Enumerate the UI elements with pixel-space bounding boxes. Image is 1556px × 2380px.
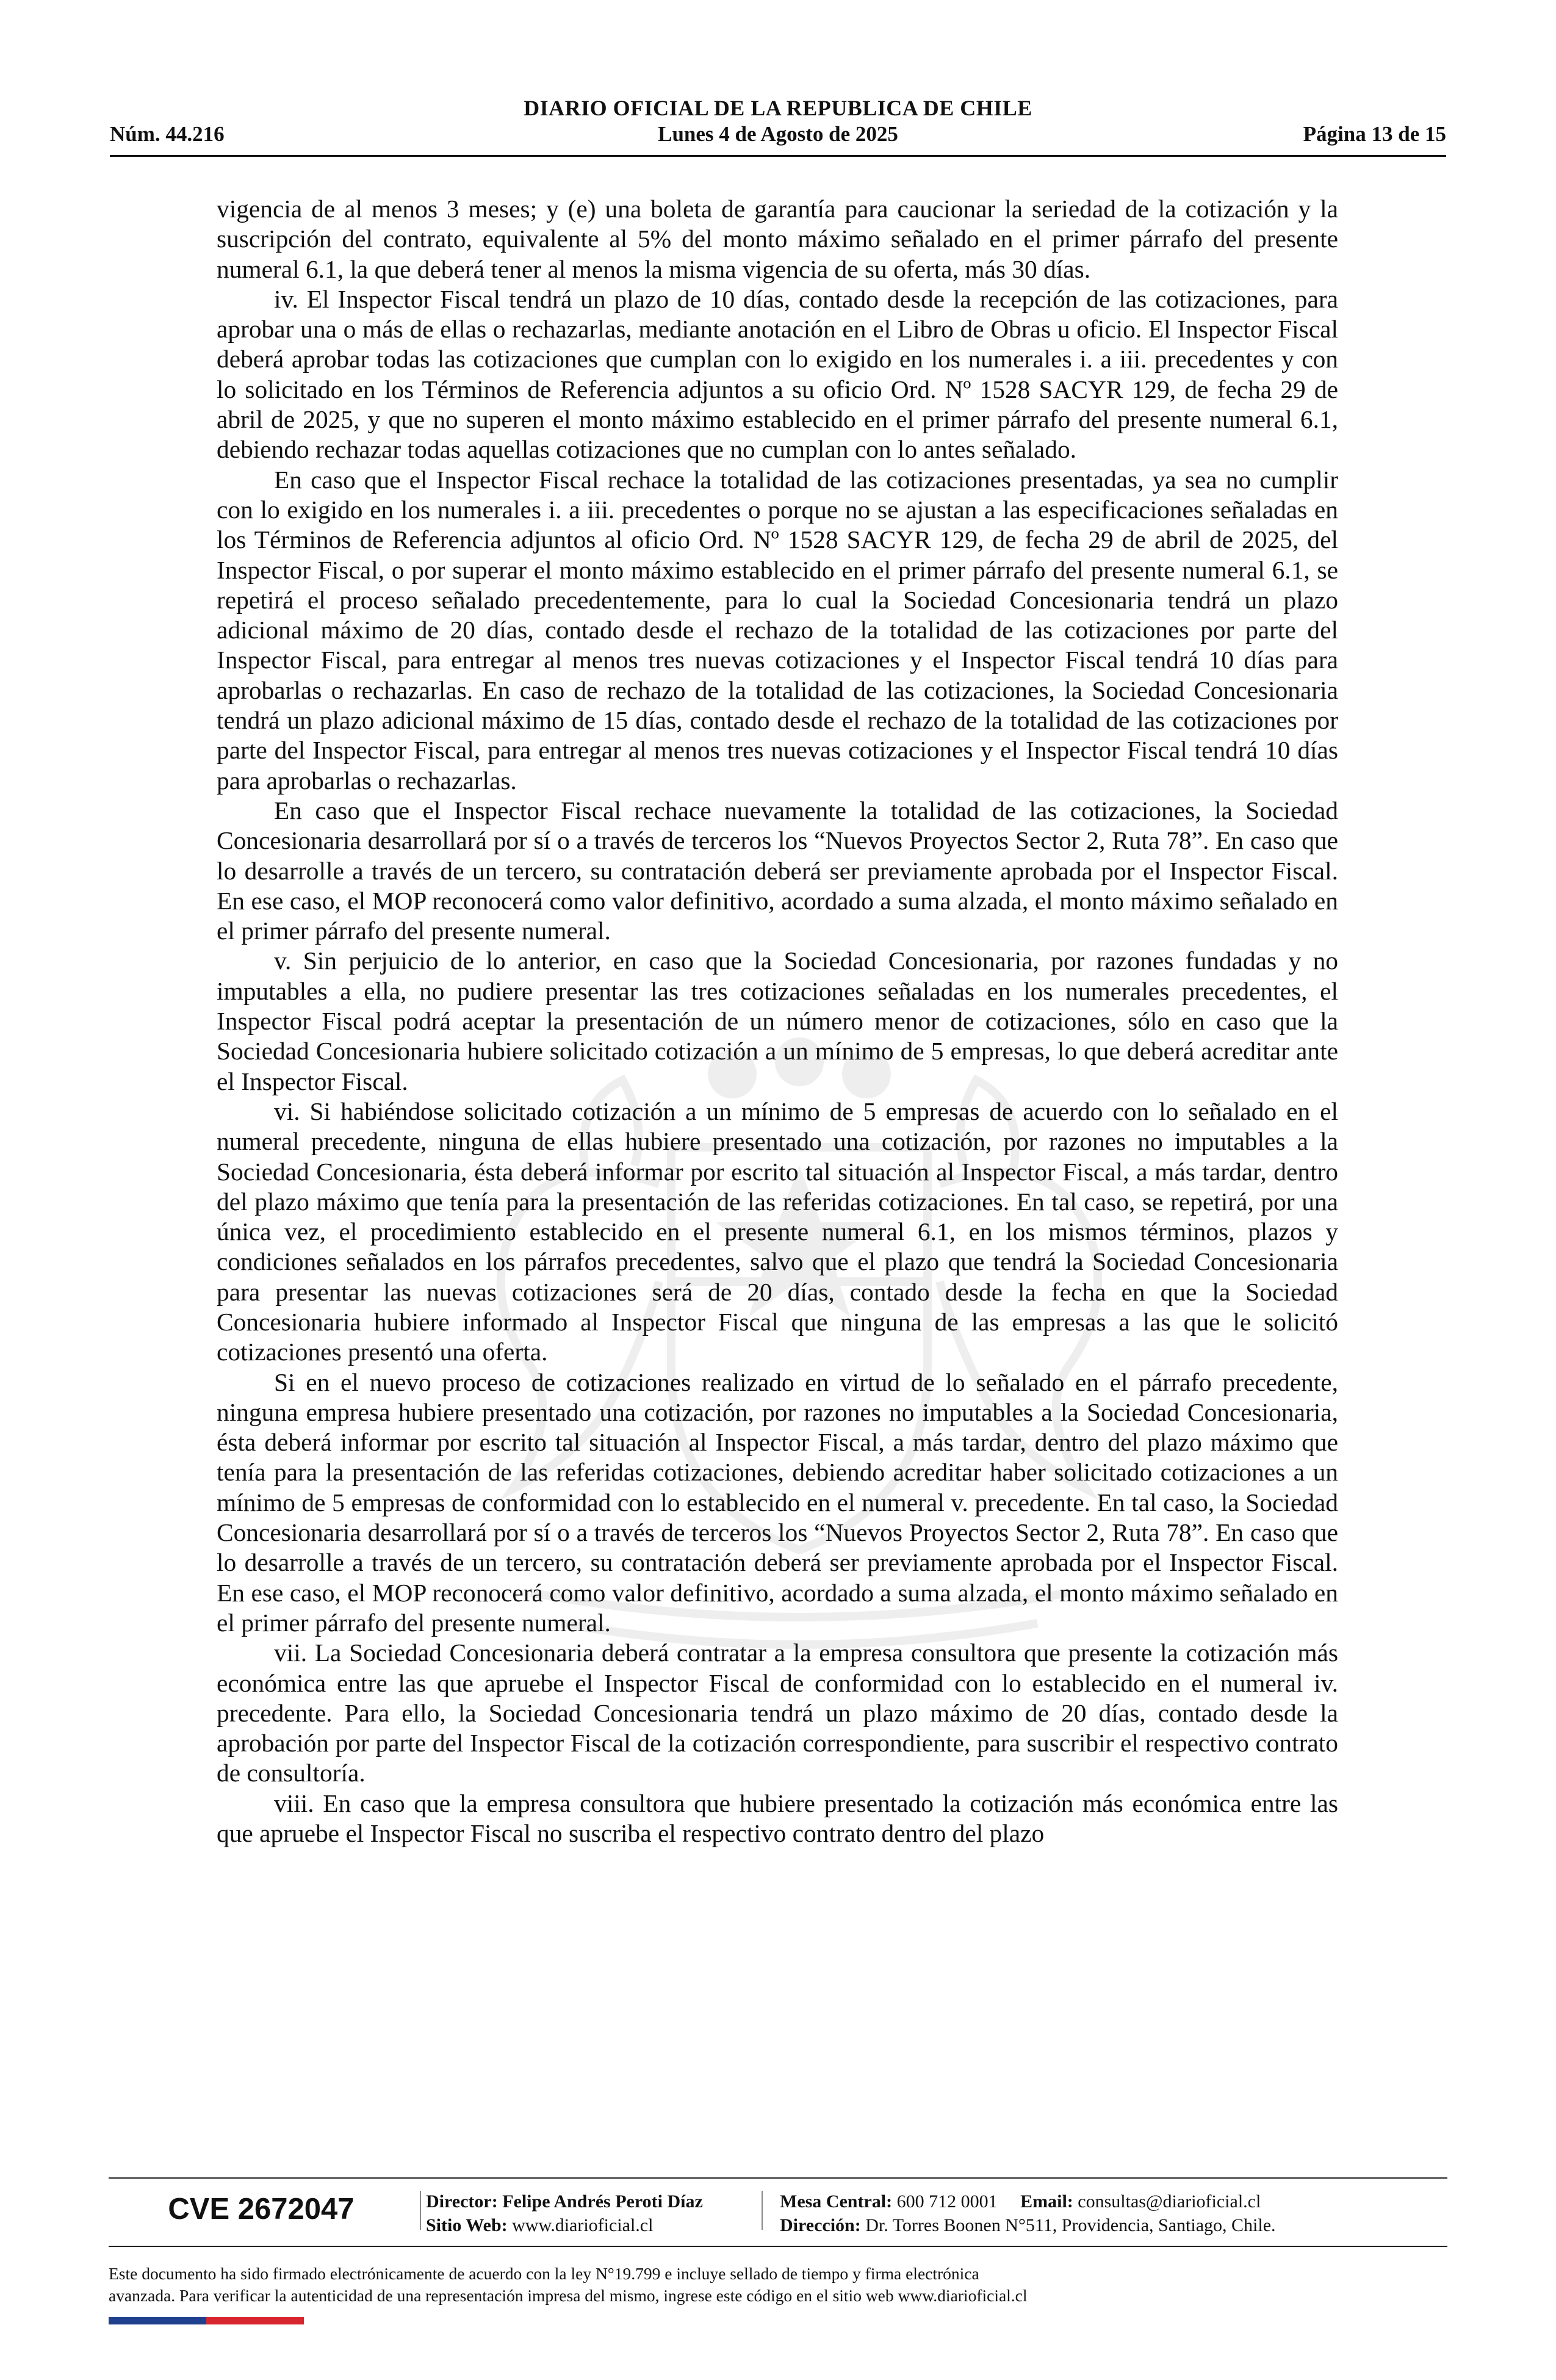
footer-separator	[762, 2191, 763, 2230]
site-label: Sitio Web:	[426, 2215, 508, 2235]
document-body	[217, 194, 1338, 1848]
footer-contact-block	[780, 2190, 1276, 2237]
issue-number: Núm. 44.216	[110, 122, 225, 146]
paragraph: vi. Si habiéndose solicitado cotización a un mínimo de 5 empresas de acuerdo con lo señalado en el numeral precedente, ninguna de ellas hubiere presentado una cotización, por razones no imputables a la Sociedad Concesionaria, ésta deberá informar por escrito tal situación al Inspector Fiscal, a más tardar, dentro del plazo máximo que tenía para la presentación de las referidas cotizaciones. En tal caso, se repetirá, por una única vez, el procedimiento establecido en el presente numeral 6.1, en los mismos términos, plazos y condiciones señalados en los párrafos precedentes, salvo que el plazo que tendrá la Sociedad Concesionaria para presentar las nuevas cotizaciones será de 20 días, contado desde la fecha en que la Sociedad Concesionaria hubiere informado al Inspector Fiscal que ninguna de las empresas a las que le solicitó cotizaciones presentó una oferta.	[217, 1097, 1338, 1366]
flag-bar-red	[206, 2317, 304, 2324]
site-link[interactable]: www.diarioficial.cl	[512, 2215, 654, 2235]
address-text: Dr. Torres Boonen N°511, Providencia, Santiago, Chile.	[865, 2215, 1276, 2235]
email-label: Email:	[1020, 2191, 1073, 2212]
address-label: Dirección:	[780, 2215, 861, 2235]
footer-director-block	[426, 2190, 703, 2237]
footer-middle-rule	[109, 2246, 1447, 2247]
paragraph: En caso que el Inspector Fiscal rechace nuevamente la totalidad de las cotizaciones, la Sociedad Concesionaria desarrollará por sí o a través de terceros los “Nuevos Proyectos Sector 2, Ruta 78”. En caso que lo desarrolle a través de un tercero, su contratación deberá ser previamente aprobada por el Inspector Fiscal. En ese caso, el MOP reconocerá como valor definitivo, acordado a suma alzada, el monto máximo señalado en el primer párrafo del presente numeral.	[217, 796, 1338, 945]
page-footer	[109, 2177, 1447, 2330]
cve-code: CVE 2672047	[168, 2193, 355, 2226]
director-label: Director:	[426, 2191, 498, 2212]
flag-color-bar	[109, 2317, 304, 2324]
paragraph: vigencia de al menos 3 meses; y (e) una boleta de garantía para caucionar la seriedad de la cotización y la suscripción del contrato, equivalente al 5% del monto máximo señalado en el primer párrafo del presente numeral 6.1, la que deberá tener al menos la misma vigencia de su oferta, más 30 días.	[217, 195, 1338, 283]
legal-line: avanzada. Para verificar la autenticidad de una representación impresa del mismo, ingrese este código en el sitio web www.diarioficial.cl	[109, 2286, 1028, 2305]
paragraph: Si en el nuevo proceso de cotizaciones realizado en virtud de lo señalado en el párrafo precedente, ninguna empresa hubiere presentado una cotización, por razones no imputables a la Sociedad Concesionaria, ésta deberá informar por escrito tal situación al Inspector Fiscal, a más tardar, dentro del plazo máximo que tenía para la presentación de las referidas cotizaciones, debiendo acreditar haber solicitado cotizaciones a un mínimo de 5 empresas de conformidad con lo establecido en el numeral v. precedente. En tal caso, la Sociedad Concesionaria desarrollará por sí o a través de terceros los “Nuevos Proyectos Sector 2, Ruta 78”. En caso que lo desarrolle a través de un tercero, su contratación deberá ser previamente aprobada por el Inspector Fiscal. En ese caso, el MOP reconocerá como valor definitivo, acordado a suma alzada, el monto máximo señalado en el primer párrafo del presente numeral.	[217, 1368, 1338, 1637]
legal-line: Este documento ha sido firmado electrónicamente de acuerdo con la ley N°19.799 e incluye sellado de tiempo y firma electrónica	[109, 2264, 979, 2283]
page-number: Página 13 de 15	[1303, 122, 1446, 146]
flag-bar-blue	[109, 2317, 206, 2324]
footer-separator	[420, 2191, 421, 2230]
mesa-label: Mesa Central:	[780, 2191, 893, 2212]
paragraph: En caso que el Inspector Fiscal rechace la totalidad de las cotizaciones presentadas, ya sea no cumplir con lo exigido en los numerales i. a iii. precedentes o porque no se ajustan a las especificaciones señaladas en los Términos de Referencia adjuntos al oficio Ord. Nº 1528 SACYR 129, de fecha 29 de abril de 2025, del Inspector Fiscal, o por superar el monto máximo establecido en el primer párrafo del presente numeral 6.1, se repetirá el proceso señalado precedentemente, para lo cual la Sociedad Concesionaria tendrá un plazo adicional máximo de 20 días, contado desde el rechazo de la totalidad de las cotizaciones por parte del Inspector Fiscal, para entregar al menos tres nuevas cotizaciones y el Inspector Fiscal tendrá 10 días para aprobarlas o rechazarlas. En caso de rechazo de la totalidad de las cotizaciones, la Sociedad Concesionaria tendrá un plazo adicional máximo de 15 días, contado desde el rechazo de la totalidad de las cotizaciones por parte del Inspector Fiscal, para entregar al menos tres nuevas cotizaciones y el Inspector Fiscal tendrá 10 días para aprobarlas o rechazarlas.	[217, 465, 1338, 795]
mesa-phone: 600 712 0001	[896, 2191, 998, 2212]
header-rule	[110, 155, 1446, 157]
paragraph: viii. En caso que la empresa consultora que hubiere presentado la cotización más económica entre las que apruebe el Inspector Fiscal no suscriba el respectivo contrato dentro del plazo	[217, 1789, 1338, 1848]
publication-title: DIARIO OFICIAL DE LA REPUBLICA DE CHILE	[524, 96, 1032, 120]
page-header	[110, 92, 1446, 159]
paragraph: v. Sin perjuicio de lo anterior, en caso que la Sociedad Concesionaria, por razones fundadas y no imputables a ella, no pudiere presentar las tres cotizaciones señaladas en los numerales precedentes, el Inspector Fiscal podrá aceptar la presentación de un número menor de cotizaciones, sólo en caso que la Sociedad Concesionaria hubiere solicitado cotización a un mínimo de 5 empresas, lo que deberá acreditar ante el Inspector Fiscal.	[217, 947, 1338, 1095]
email-link[interactable]: consultas@diarioficial.cl	[1078, 2191, 1261, 2212]
legal-notice	[109, 2263, 1447, 2307]
issue-date: Lunes 4 de Agosto de 2025	[658, 122, 898, 146]
paragraph: iv. El Inspector Fiscal tendrá un plazo de 10 días, contado desde la recepción de las cotizaciones, para aprobar una o más de ellas o rechazarlas, mediante anotación en el Libro de Obras u oficio. El Inspector Fiscal deberá aprobar todas las cotizaciones que cumplan con lo exigido en los numerales i. a iii. precedentes y con lo solicitado en los Términos de Referencia adjuntos a su oficio Ord. Nº 1528 SACYR 129, de fecha 29 de abril de 2025, y que no superen el monto máximo establecido en el primer párrafo del presente numeral 6.1, debiendo rechazar todas aquellas cotizaciones que no cumplan con lo antes señalado.	[217, 284, 1338, 464]
paragraph: vii. La Sociedad Concesionaria deberá contratar a la empresa consultora que presente la cotización más económica entre las que apruebe el Inspector Fiscal de conformidad con lo establecido en el numeral iv. precedente. Para ello, la Sociedad Concesionaria tendrá un plazo máximo de 20 días, contado desde la aprobación por parte del Inspector Fiscal de la cotización correspondiente, para suscribir el respectivo contrato de consultoría.	[217, 1639, 1338, 1787]
director-name: Felipe Andrés Peroti Díaz	[502, 2191, 703, 2212]
footer-top-rule	[109, 2177, 1447, 2179]
